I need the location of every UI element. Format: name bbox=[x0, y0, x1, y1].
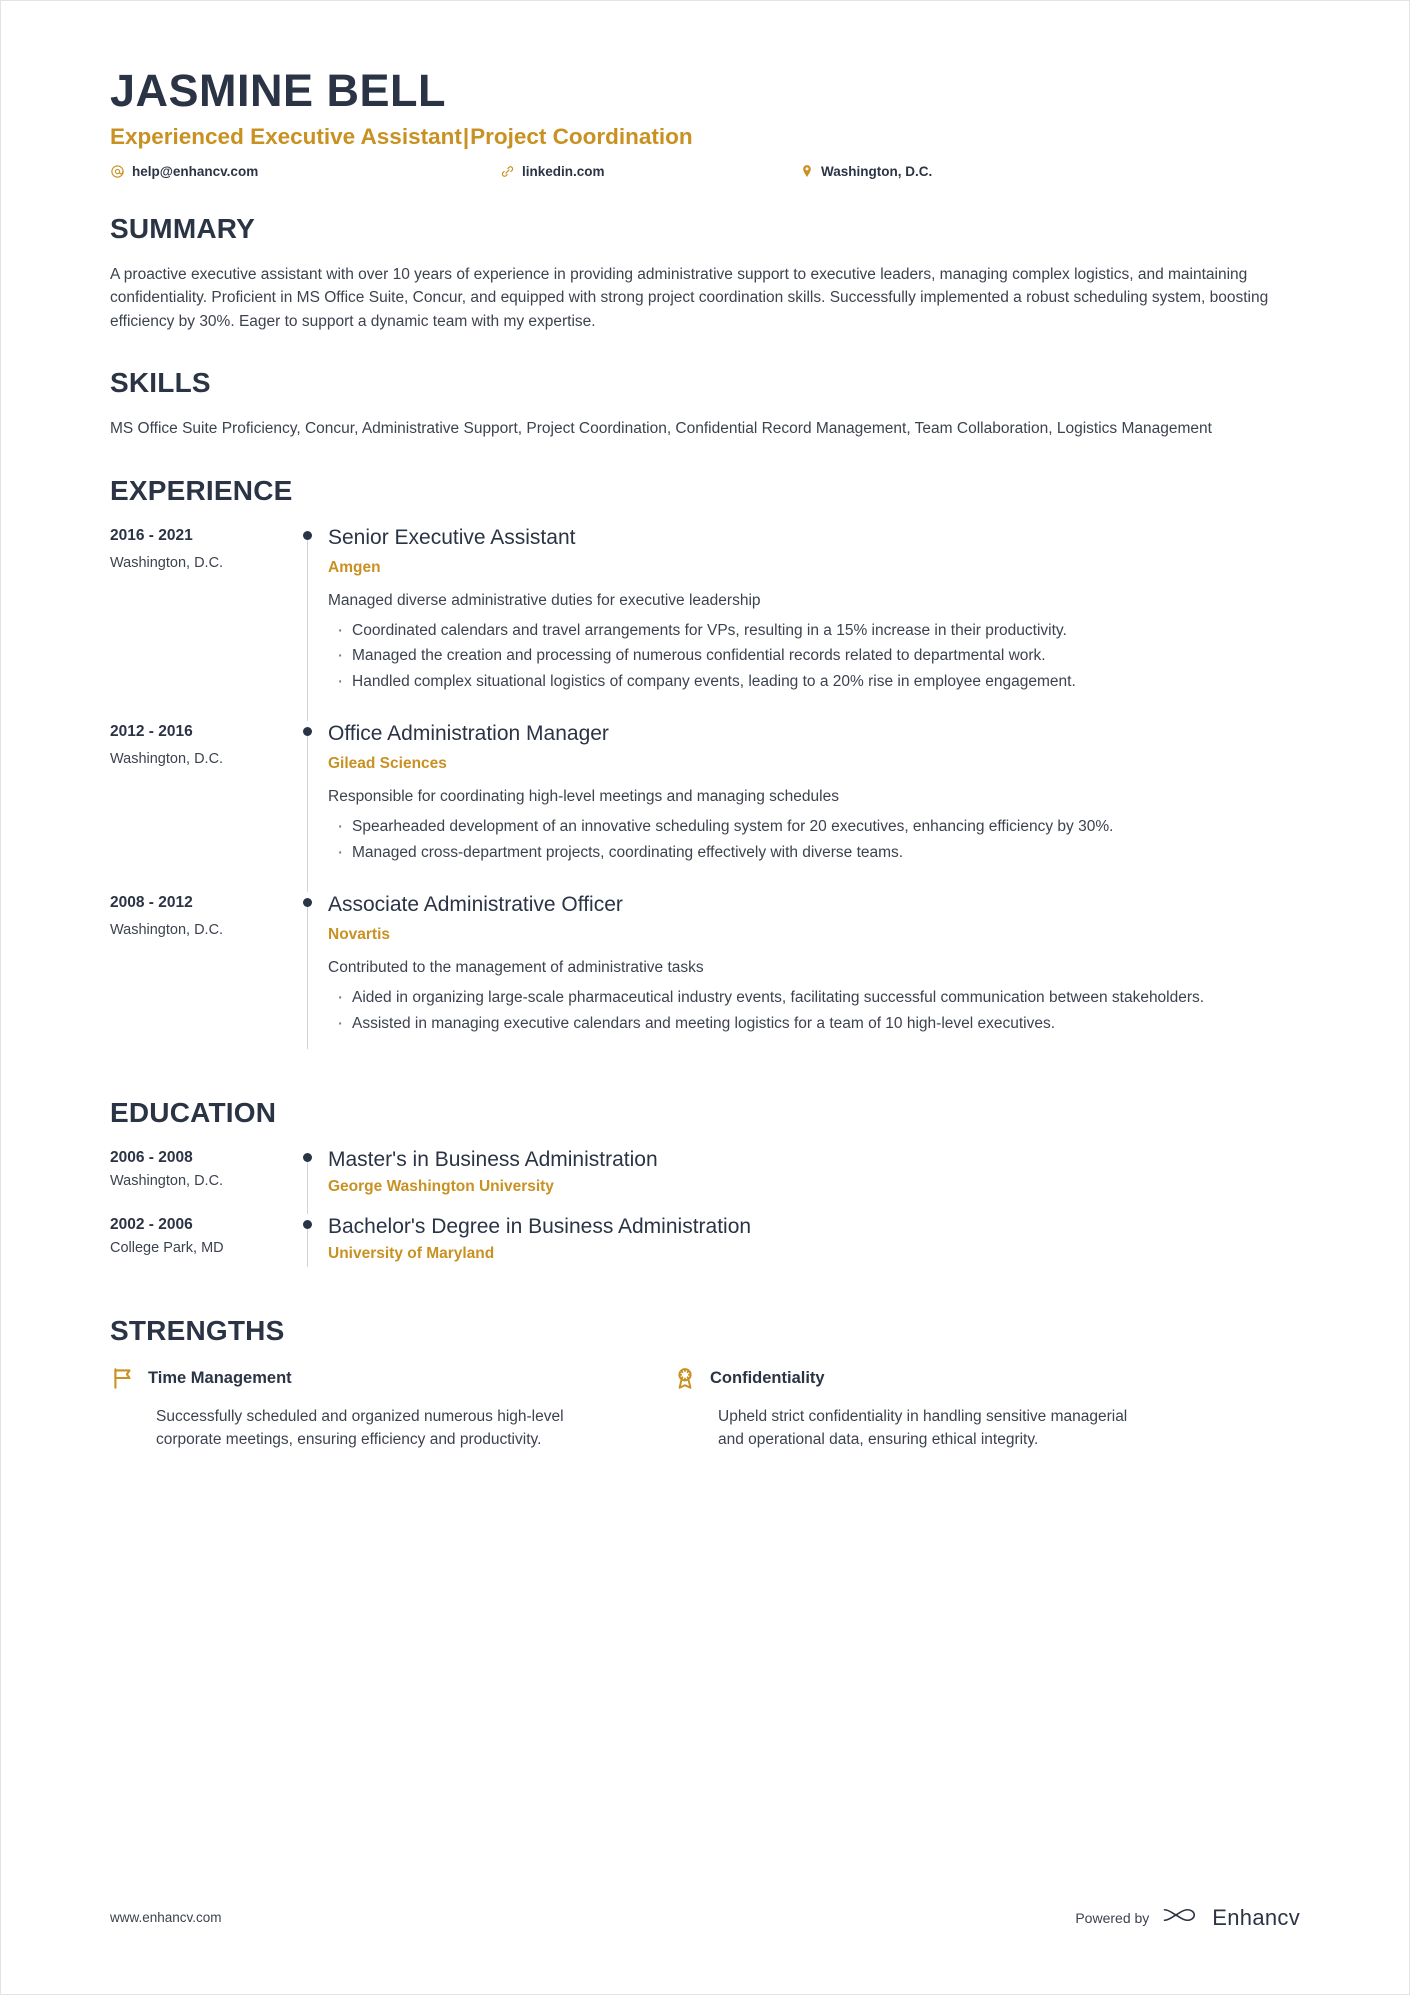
strengths-grid bbox=[110, 1365, 1300, 1452]
experience-role: Associate Administrative Officer bbox=[328, 892, 623, 916]
section-strengths bbox=[110, 1315, 1300, 1452]
education-school: George Washington University bbox=[328, 1177, 554, 1195]
experience-entry bbox=[110, 892, 1300, 1063]
section-summary bbox=[110, 213, 1300, 334]
experience-dates: 2012 - 2016 bbox=[110, 722, 193, 740]
list-item: · Managed cross-department projects, coordinating effectively with diverse teams. bbox=[328, 841, 1300, 864]
contact-email-text: help@enhancv.com bbox=[132, 163, 259, 179]
experience-company: Amgen bbox=[328, 558, 381, 576]
education-degree: Master's in Business Administration bbox=[328, 1147, 658, 1171]
strength-description: Upheld strict confidentiality in handling sensitive managerial and operational data, ensuring ethical integrity. bbox=[718, 1408, 1128, 1449]
experience-entry bbox=[110, 525, 1300, 721]
education-entry-meta bbox=[110, 1147, 298, 1214]
timeline-rail bbox=[298, 721, 328, 892]
timeline-rail bbox=[298, 525, 328, 721]
education-dates: 2006 - 2008 bbox=[110, 1148, 193, 1166]
timeline-rail bbox=[298, 892, 328, 1063]
candidate-headline bbox=[110, 124, 1300, 150]
summary-text: A proactive executive assistant with over 10 years of experience in providing administrative support to executive leaders, managing complex logistics, and maintaining confidentiality. Proficient in MS Office Suite, Concur, and equipped with strong project coordination skills. Successfully implemented a robust scheduling system, boosting efficiency by 30%. Eager to support a dynamic team with my expertise. bbox=[110, 265, 1269, 330]
skills-title: SKILLS bbox=[110, 367, 211, 399]
education-title: EDUCATION bbox=[110, 1096, 277, 1128]
experience-entry-meta bbox=[110, 892, 298, 1063]
education-entry-body bbox=[328, 1147, 1300, 1214]
experience-dates: 2016 - 2021 bbox=[110, 526, 193, 544]
award-badge-icon bbox=[672, 1365, 698, 1391]
footer-website[interactable]: www.enhancv.com bbox=[110, 1910, 222, 1925]
strength-item bbox=[672, 1365, 1142, 1452]
strength-header bbox=[110, 1365, 580, 1391]
timeline-rail bbox=[298, 1214, 328, 1281]
headline-separator: | bbox=[462, 123, 470, 149]
contact-row bbox=[110, 164, 1300, 179]
experience-location: Washington, D.C. bbox=[110, 750, 224, 767]
enhancv-logo-icon bbox=[1161, 1902, 1203, 1933]
experience-entry-body bbox=[328, 721, 1300, 892]
flag-icon bbox=[110, 1365, 136, 1391]
link-icon bbox=[500, 164, 515, 179]
experience-summary: Managed diverse administrative duties for executive leadership bbox=[328, 591, 761, 609]
contact-email[interactable] bbox=[110, 164, 500, 179]
candidate-name: JASMINE BELL bbox=[110, 65, 447, 116]
strength-name: Confidentiality bbox=[710, 1368, 825, 1387]
list-item: · Handled complex situational logistics of company events, leading to a 20% rise in employee engagement. bbox=[328, 670, 1300, 693]
experience-company: Novartis bbox=[328, 926, 391, 943]
experience-entry-meta bbox=[110, 525, 298, 721]
education-location: College Park, MD bbox=[110, 1239, 224, 1256]
location-pin-icon bbox=[800, 164, 814, 178]
strength-header bbox=[672, 1365, 1142, 1391]
experience-bullets bbox=[328, 815, 1300, 864]
list-item: · Assisted in managing executive calendars and meeting logistics for a team of 10 high-level executives. bbox=[328, 1012, 1300, 1035]
education-dates: 2002 - 2006 bbox=[110, 1215, 193, 1233]
resume-header bbox=[110, 66, 1300, 179]
strength-description: Successfully scheduled and organized numerous high-level corporate meetings, ensuring efficiency and productivity. bbox=[156, 1408, 564, 1449]
list-item: · Spearheaded development of an innovative scheduling system for 20 executives, enhancing efficiency by 30%. bbox=[328, 815, 1300, 838]
strengths-title: STRENGTHS bbox=[110, 1315, 285, 1347]
powered-by bbox=[1075, 1902, 1300, 1933]
education-degree: Bachelor's Degree in Business Administration bbox=[328, 1214, 752, 1238]
brand-name: Enhancv bbox=[1212, 1904, 1300, 1930]
timeline-rail bbox=[298, 1147, 328, 1214]
experience-bullets bbox=[328, 986, 1300, 1035]
education-entry bbox=[110, 1214, 1300, 1281]
headline-right: Project Coordination bbox=[470, 123, 693, 149]
experience-location: Washington, D.C. bbox=[110, 921, 224, 938]
section-education bbox=[110, 1097, 1300, 1281]
list-item: · Managed the creation and processing of numerous confidential records related to departmental work. bbox=[328, 644, 1300, 667]
education-entry-meta bbox=[110, 1214, 298, 1281]
experience-summary: Contributed to the management of administrative tasks bbox=[328, 959, 704, 976]
summary-title: SUMMARY bbox=[110, 212, 256, 244]
experience-entry-meta bbox=[110, 721, 298, 892]
at-icon bbox=[110, 164, 125, 179]
experience-bullets bbox=[328, 619, 1300, 693]
experience-role: Office Administration Manager bbox=[328, 721, 609, 745]
list-item: · Aided in organizing large-scale pharmaceutical industry events, facilitating successful communication between stakeholders. bbox=[328, 986, 1300, 1009]
experience-entry-body bbox=[328, 525, 1300, 721]
brand-lockup bbox=[1161, 1902, 1300, 1933]
experience-location: Washington, D.C. bbox=[110, 554, 224, 571]
section-skills bbox=[110, 367, 1300, 441]
page-footer bbox=[110, 1902, 1300, 1933]
experience-role: Senior Executive Assistant bbox=[328, 525, 576, 549]
education-entry bbox=[110, 1147, 1300, 1214]
strength-item bbox=[110, 1365, 580, 1452]
education-location: Washington, D.C. bbox=[110, 1172, 224, 1189]
contact-linkedin[interactable] bbox=[500, 164, 800, 179]
experience-entry bbox=[110, 721, 1300, 892]
experience-company: Gilead Sciences bbox=[328, 755, 447, 773]
section-experience bbox=[110, 475, 1300, 1063]
experience-title: EXPERIENCE bbox=[110, 474, 293, 506]
education-school: University of Maryland bbox=[328, 1245, 495, 1263]
contact-location-text: Washington, D.C. bbox=[821, 163, 933, 179]
experience-summary: Responsible for coordinating high-level meetings and managing schedules bbox=[328, 788, 839, 806]
contact-location bbox=[800, 164, 1300, 179]
headline-left: Experienced Executive Assistant bbox=[110, 123, 462, 149]
education-entry-body bbox=[328, 1214, 1300, 1281]
skills-text: MS Office Suite Proficiency, Concur, Administrative Support, Project Coordination, Confidential Record Management, Team Collaboration, Logistics Management bbox=[110, 420, 1212, 438]
powered-by-label: Powered by bbox=[1075, 1909, 1150, 1926]
experience-dates: 2008 - 2012 bbox=[110, 893, 193, 911]
experience-entry-body bbox=[328, 892, 1300, 1063]
contact-linkedin-text: linkedin.com bbox=[522, 163, 605, 179]
strength-name: Time Management bbox=[148, 1368, 292, 1387]
list-item: · Coordinated calendars and travel arrangements for VPs, resulting in a 15% increase in their productivity. bbox=[328, 619, 1300, 642]
